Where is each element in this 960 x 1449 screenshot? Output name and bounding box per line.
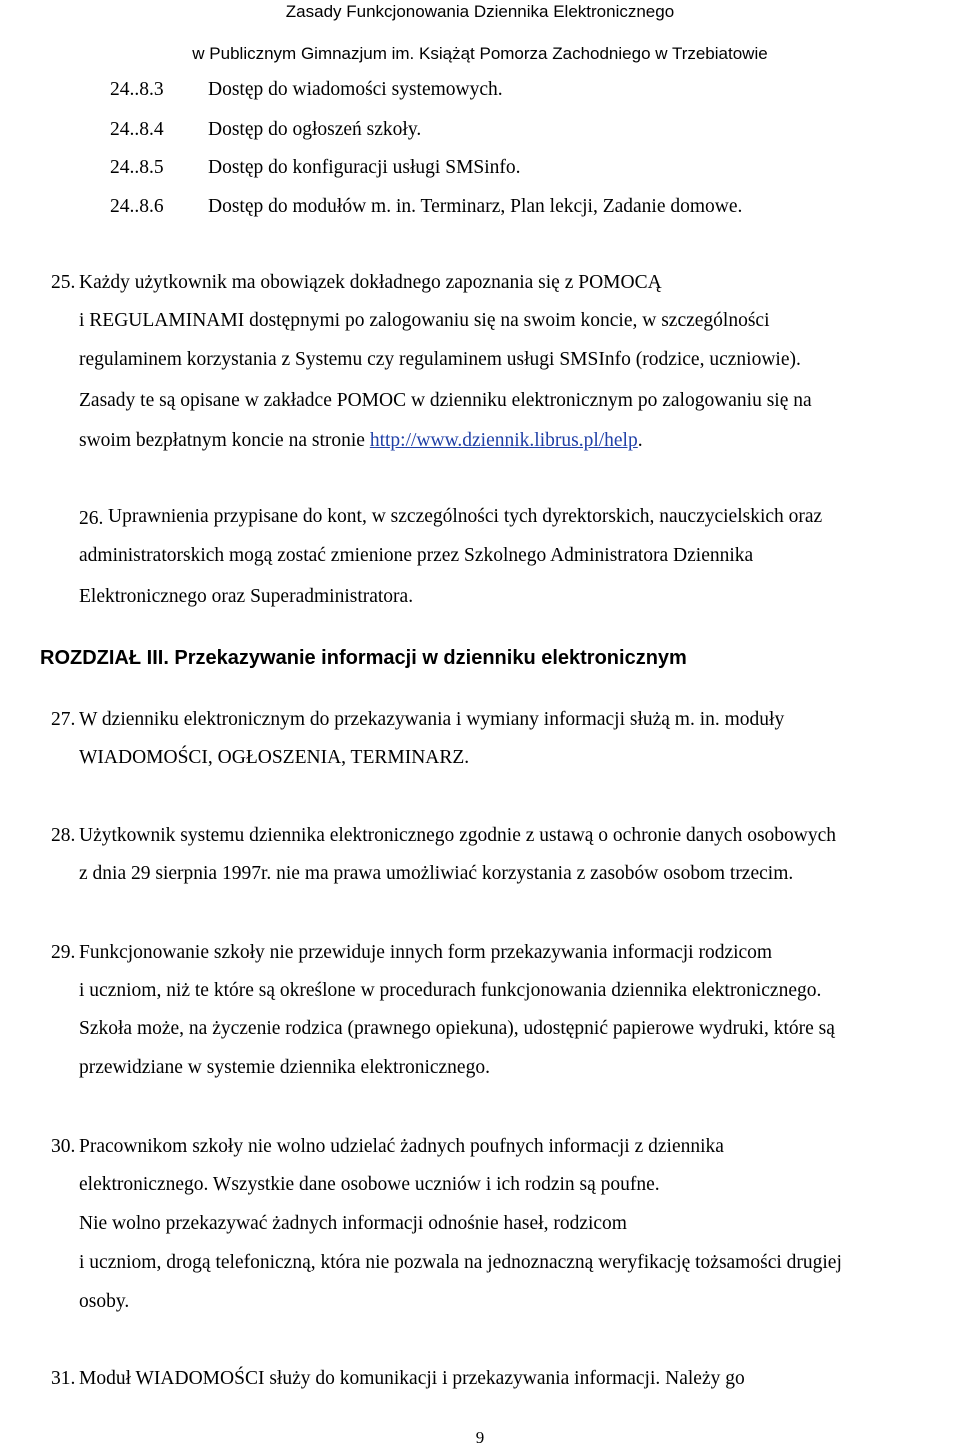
paragraph-line: Funkcjonowanie szkoły nie przewiduje innych form przekazywania informacji rodzicom xyxy=(79,942,773,963)
paragraph-line: Nie wolno przekazywać żadnych informacji odnośnie haseł, rodzicom xyxy=(79,1213,627,1234)
paragraph-number: 26. xyxy=(79,508,104,529)
paragraph-number: 31. xyxy=(51,1368,76,1389)
list-item-text: Dostęp do ogłoszeń szkoły. xyxy=(208,119,422,140)
paragraph-line: Szkoła może, na życzenie rodzica (prawnego opiekuna), udostępnić papierowe wydruki, które są xyxy=(79,1018,835,1039)
paragraph-line-text: swoim bezpłatnym koncie na stronie xyxy=(79,430,370,451)
list-item-text: Dostęp do konfiguracji usługi SMSinfo. xyxy=(208,157,521,178)
paragraph-number: 27. xyxy=(51,709,76,730)
paragraph-line: regulaminem korzystania z Systemu czy regulaminem usługi SMSInfo (rodzice, uczniowie). xyxy=(79,349,801,370)
paragraph-line: Elektronicznego oraz Superadministratora. xyxy=(79,586,414,607)
paragraph-line: Użytkownik systemu dziennika elektronicznego zgodnie z ustawą o ochronie danych osobowych xyxy=(79,825,837,846)
chapter-heading: ROZDZIAŁ III. Przekazywanie informacji w dzienniku elektronicznym xyxy=(40,647,687,669)
paragraph-line: i REGULAMINAMI dostępnymi po zalogowaniu się na swoim koncie, w szczególności xyxy=(79,310,770,331)
list-item-number: 24..8.5 xyxy=(110,157,164,178)
paragraph-line: administratorskich mogą zostać zmienione przez Szkolnego Administratora Dziennika xyxy=(79,545,754,566)
document-header-title: Zasady Funkcjonowania Dziennika Elektronicznego xyxy=(285,2,675,21)
list-item-number: 24..8.6 xyxy=(110,196,164,217)
paragraph-line: osoby. xyxy=(79,1291,130,1312)
list-item-text: Dostęp do modułów m. in. Terminarz, Plan lekcji, Zadanie domowe. xyxy=(208,196,743,217)
list-item-number: 24..8.4 xyxy=(110,119,164,140)
paragraph-line: Uprawnienia przypisane do kont, w szczególności tych dyrektorskich, nauczycielskich oraz xyxy=(108,506,823,527)
paragraph-number: 29. xyxy=(51,942,76,963)
paragraph-number: 25. xyxy=(51,272,76,293)
paragraph-line: W dzienniku elektronicznym do przekazywania i wymiany informacji służą m. in. moduły xyxy=(79,709,785,730)
paragraph-line: i uczniom, drogą telefoniczną, która nie pozwala na jednoznaczną weryfikację tożsamości drugiej xyxy=(79,1252,842,1273)
list-item-number: 24..8.3 xyxy=(110,79,164,100)
help-link[interactable]: http://www.dziennik.librus.pl/help xyxy=(369,430,638,451)
paragraph-line xyxy=(79,428,643,454)
document-header-school: w Publicznym Gimnazjum im. Książąt Pomorza Zachodniego w Trzebiatowie xyxy=(192,44,768,63)
paragraph-line: przewidziane w systemie dziennika elektronicznego. xyxy=(79,1057,490,1078)
paragraph-line: z dnia 29 sierpnia 1997r. nie ma prawa umożliwiać korzystania z zasobów osobom trzecim. xyxy=(79,863,794,884)
paragraph-number: 28. xyxy=(51,825,76,846)
paragraph-line: Moduł WIADOMOŚCI służy do komunikacji i przekazywania informacji. Należy go xyxy=(79,1368,745,1389)
paragraph-number: 30. xyxy=(51,1136,76,1157)
list-item-text: Dostęp do wiadomości systemowych. xyxy=(208,79,503,100)
paragraph-line: Pracownikom szkoły nie wolno udzielać żadnych poufnych informacji z dziennika xyxy=(79,1136,724,1157)
paragraph-line: Zasady te są opisane w zakładce POMOC w dzienniku elektronicznym po zalogowaniu się na xyxy=(79,390,812,411)
paragraph-line: i uczniom, niż te które są określone w procedurach funkcjonowania dziennika elektronicznego. xyxy=(79,980,822,1001)
paragraph-line-end: . xyxy=(637,430,643,451)
paragraph-line: WIADOMOŚCI, OGŁOSZENIA, TERMINARZ. xyxy=(79,747,470,768)
paragraph-line: elektronicznego. Wszystkie dane osobowe uczniów i ich rodzin są poufne. xyxy=(79,1174,660,1195)
paragraph-line: Każdy użytkownik ma obowiązek dokładnego zapoznania się z POMOCĄ xyxy=(79,272,662,293)
page-number: 9 xyxy=(475,1428,485,1447)
